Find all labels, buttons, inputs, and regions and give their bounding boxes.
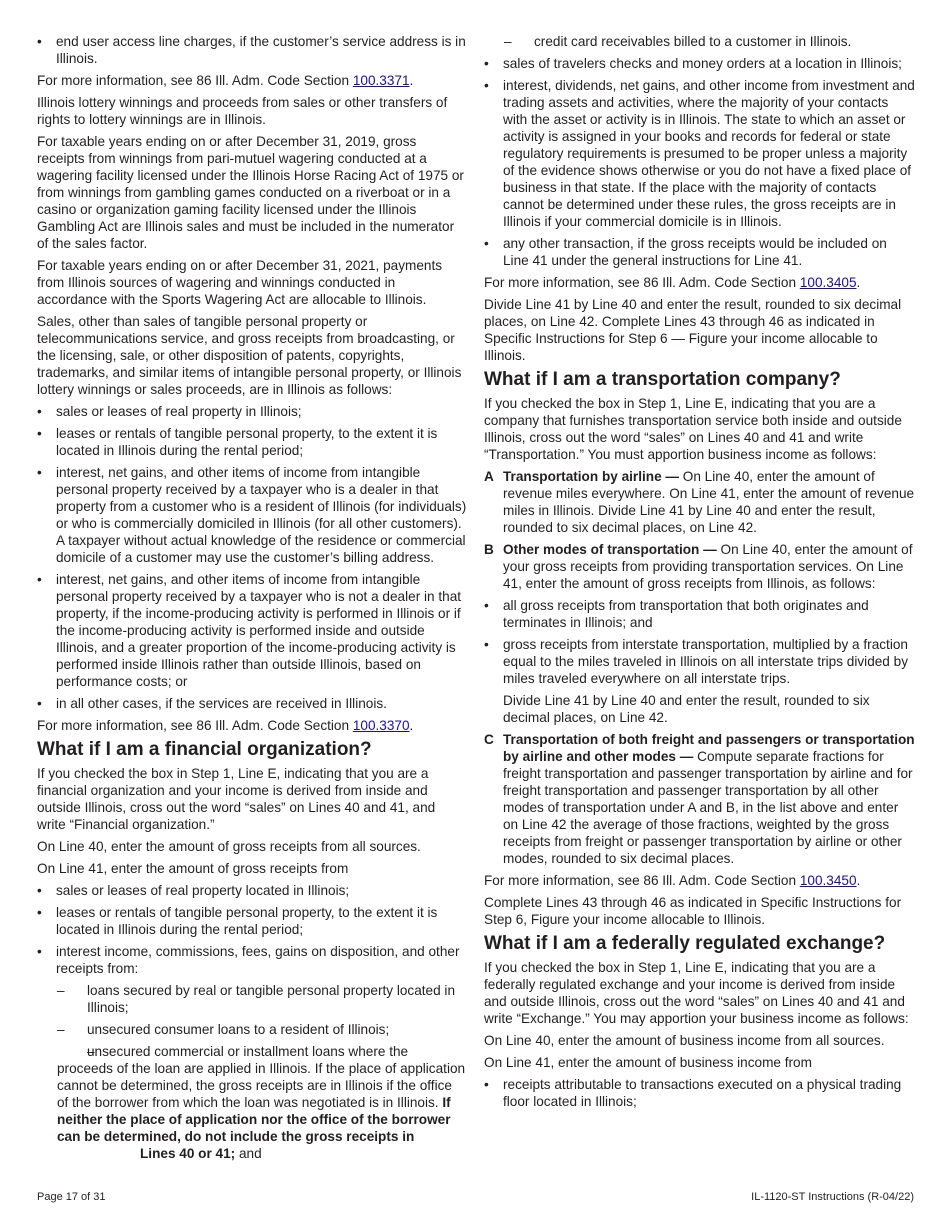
paragraph: Sales, other than sales of tangible personal property or telecommunications service, and gross receipts from broadcasting, or the licensing, sale, or other disposition of patents, copyrights, trademarks, and similar items of intangible personal property, or Illinois lottery winnings or sales proceeds, are in Illinois as follows: — [37, 314, 462, 397]
right-column — [484, 33, 916, 1115]
paragraph: On Line 41, enter the amount of business income from — [484, 1055, 812, 1070]
item-letter: A — [484, 469, 494, 484]
reference-text: For more information, see 86 Ill. Adm. Code Section — [484, 275, 800, 290]
paragraph: For taxable years ending on or after December 31, 2021, payments from Illinois sources of wagering and winnings conducted in accordance with the Sports Wagering Act are allocable to Illinois. — [37, 258, 443, 307]
paragraph: If you checked the box in Step 1, Line E, indicating that you are a federally regulated exchange and your income is derived from inside and outside Illinois, cross out the word “sales” on Lines 40 and 41 and write “Exchange.” You may apportion your business income as follows: — [484, 960, 909, 1026]
item-text: On Line 40, enter the amount of revenue miles everywhere. On Line 41, enter the amount of revenue miles in Illinois. Divide Line 41 by Line 40 and enter the result, rounded to six decimal places, on Line 42. — [503, 469, 915, 535]
heading-transportation-company: What if I am a transportation company? — [484, 369, 841, 390]
item-title: Transportation of both freight and passengers or transportation by airline and other modes — — [503, 732, 915, 764]
list-item: • all gross receipts from transportation that both originates and terminates in Illinois; and — [484, 597, 916, 631]
section-link-100-3370[interactable]: 100.3370 — [352, 718, 410, 733]
section-link-100-3371[interactable]: 100.3371 — [352, 73, 410, 88]
lettered-item-b — [484, 541, 916, 592]
left-column — [37, 33, 467, 1167]
section-link-100-3450[interactable]: 100.3450 — [799, 873, 857, 888]
list-item: • in all other cases, if the services are received in Illinois. — [37, 695, 467, 712]
list-item: • leases or rentals of tangible personal property, to the extent it is located in Illinois during the rental period; — [37, 904, 467, 938]
item-letter: C — [484, 732, 494, 747]
list-item: • sales or leases of real property in Illinois; — [37, 403, 467, 420]
list-item: • interest, net gains, and other items of income from intangible personal property received by a taxpayer who is a dealer in that property from a customer who is a resident of Illinois (for individuals) or who is commercially domiciled in Illinois (for all other customers). A taxpayer without actual knowledge of the residence or commercial domicile of a customer may use the customer’s billing address. — [37, 464, 467, 566]
paragraph: On Line 41, enter the amount of gross receipts from — [37, 861, 349, 876]
paragraph: Divide Line 41 by Line 40 and enter the result, rounded to six decimal places, on Line 42. — [503, 693, 870, 725]
dash-item — [37, 1043, 467, 1162]
list-item: • interest, net gains, and other items of income from intangible personal property received by a taxpayer who is not a dealer in that property, if the income-producing activity is performed in Illinois or if the income-producing activity is performed inside and outside Illinois, and a greater proportion of the income-producing activity is performed inside Illinois rather than outside Illinois, based on performance costs; or — [37, 571, 467, 690]
paragraph: Complete Lines 43 through 46 as indicated in Specific Instructions for Step 6, Figure your income allocable to Illinois. — [484, 895, 902, 927]
paragraph: On Line 40, enter the amount of gross receipts from all sources. — [37, 839, 421, 854]
dash-item-text: and — [235, 1146, 262, 1161]
lettered-item-a — [484, 468, 916, 536]
paragraph: Divide Line 41 by Line 40 and enter the result, rounded to six decimal places, on Line 42. Complete Lines 43 through 46 as indicated in Specific Instructions for Step 6 — Figure your income allocable to Illinois. — [484, 297, 902, 363]
dash-item: – unsecured consumer loans to a resident of Illinois; — [37, 1021, 467, 1038]
list-item: • sales or leases of real property located in Illinois; — [37, 882, 467, 899]
item-text: Compute separate fractions for freight transportation and passenger transportation by airline and for freight transportation and passenger transportation by all other modes of transportation under A and B, in the list above and enter on Line 42 the average of those fractions, weighted by the gross receipts from freight or passenger transportation by airline or other modes, rounded to six decimal places. — [503, 749, 913, 866]
dash-item-emphasis: If neither the place of application nor the office of the borrower can be determined, do not include the gross receipts in — [57, 1095, 451, 1144]
page-number: Page 17 of 31 — [37, 1191, 106, 1203]
heading-federally-regulated-exchange: What if I am a federally regulated exchange? — [484, 933, 886, 954]
list-item: • receipts attributable to transactions executed on a physical trading floor located in Illinois; — [484, 1076, 916, 1110]
dash-item: – credit card receivables billed to a customer in Illinois. — [484, 33, 916, 50]
paragraph: If you checked the box in Step 1, Line E, indicating that you are a financial organization and your income is derived from inside and outside Illinois, cross out the word “sales” on Lines 40 and 41, and write “Financial organization.” — [37, 766, 436, 832]
reference-text: For more information, see 86 Ill. Adm. Code Section — [37, 718, 353, 733]
document-id: IL-1120-ST Instructions (R-04/22) — [751, 1191, 914, 1203]
list-item: • sales of travelers checks and money orders at a location in Illinois; — [484, 55, 916, 72]
dash-item: – loans secured by real or tangible personal property located in Illinois; — [37, 982, 467, 1016]
reference-paragraph: For more information, see 86 Ill. Adm. Code Section 100.3405. — [484, 275, 861, 290]
lettered-item-c — [484, 731, 916, 867]
reference-text: For more information, see 86 Ill. Adm. Code Section — [37, 73, 353, 88]
reference-paragraph: For more information, see 86 Ill. Adm. Code Section 100.3370. — [37, 718, 414, 733]
item-letter: B — [484, 542, 494, 557]
heading-financial-organization: What if I am a financial organization? — [37, 739, 372, 760]
paragraph: For taxable years ending on or after December 31, 2019, gross receipts from winnings from pari-mutuel wagering conducted at a wagering facility licensed under the Illinois Horse Racing Act of 1975 or from winnings from gambling games conducted on a riverboat or in a casino or organization gaming facility licensed under the Illinois Gambling Act are Illinois sales and must be included in the numerator of the sales factor. — [37, 134, 464, 251]
dash-item-emphasis: Lines 40 or 41; — [140, 1146, 236, 1161]
item-text: On Line 40, enter the amount of your gross receipts from providing transportation services. On Line 41, enter the amount of gross receipts from Illinois, as follows: — [503, 542, 913, 591]
list-item: • any other transaction, if the gross receipts would be included on Line 41 under the general instructions for Line 41. — [484, 235, 916, 269]
reference-paragraph: For more information, see 86 Ill. Adm. Code Section 100.3371. — [37, 73, 414, 88]
list-item: • end user access line charges, if the customer’s service address is in Illinois. — [37, 33, 467, 67]
paragraph: Illinois lottery winnings and proceeds from sales or other transfers of rights to lottery winnings are in Illinois. — [37, 95, 448, 127]
list-item: • interest income, commissions, fees, gains on disposition, and other receipts from: — [37, 943, 467, 977]
dash-item-text: unsecured commercial or installment loans where the proceeds of the loan are applied in Illinois. If the place of application cannot be determined, the gross receipts are in Illinois if the office of the borrower from which the loan was negotiated is in Illinois. — [57, 1044, 466, 1110]
item-title: Transportation by airline — — [503, 469, 679, 484]
item-title: Other modes of transportation — — [503, 542, 717, 557]
list-item: • gross receipts from interstate transportation, multiplied by a fraction equal to the miles traveled in Illinois on all interstate trips divided by miles traveled everywhere on all interstate trips. — [484, 636, 916, 687]
section-link-100-3405[interactable]: 100.3405 — [799, 275, 857, 290]
list-item: • leases or rentals of tangible personal property, to the extent it is located in Illinois during the rental period; — [37, 425, 467, 459]
reference-text: For more information, see 86 Ill. Adm. Code Section — [484, 873, 800, 888]
reference-paragraph: For more information, see 86 Ill. Adm. Code Section 100.3450. — [484, 873, 861, 888]
list-item: • interest, dividends, net gains, and other income from investment and trading assets and activities, where the majority of your contacts with the asset or activity is in Illinois. The state to which an asset or activity is assigned in your books and records for federal or state regulatory requirements is presumed to be proper unless a majority of the evidence shows otherwise or you do not have a fixed place of business in that state. If the place with the majority of contacts cannot be determined under these rules, the gross receipts are in Illinois if your commercial domicile is in Illinois. — [484, 77, 916, 230]
paragraph: If you checked the box in Step 1, Line E, indicating that you are a company that furnishes transportation service both inside and outside Illinois, cross out the word “sales” on Lines 40 and 41 and write “Transportation.” You must apportion business income as follows: — [484, 396, 902, 462]
paragraph: On Line 40, enter the amount of business income from all sources. — [484, 1033, 885, 1048]
